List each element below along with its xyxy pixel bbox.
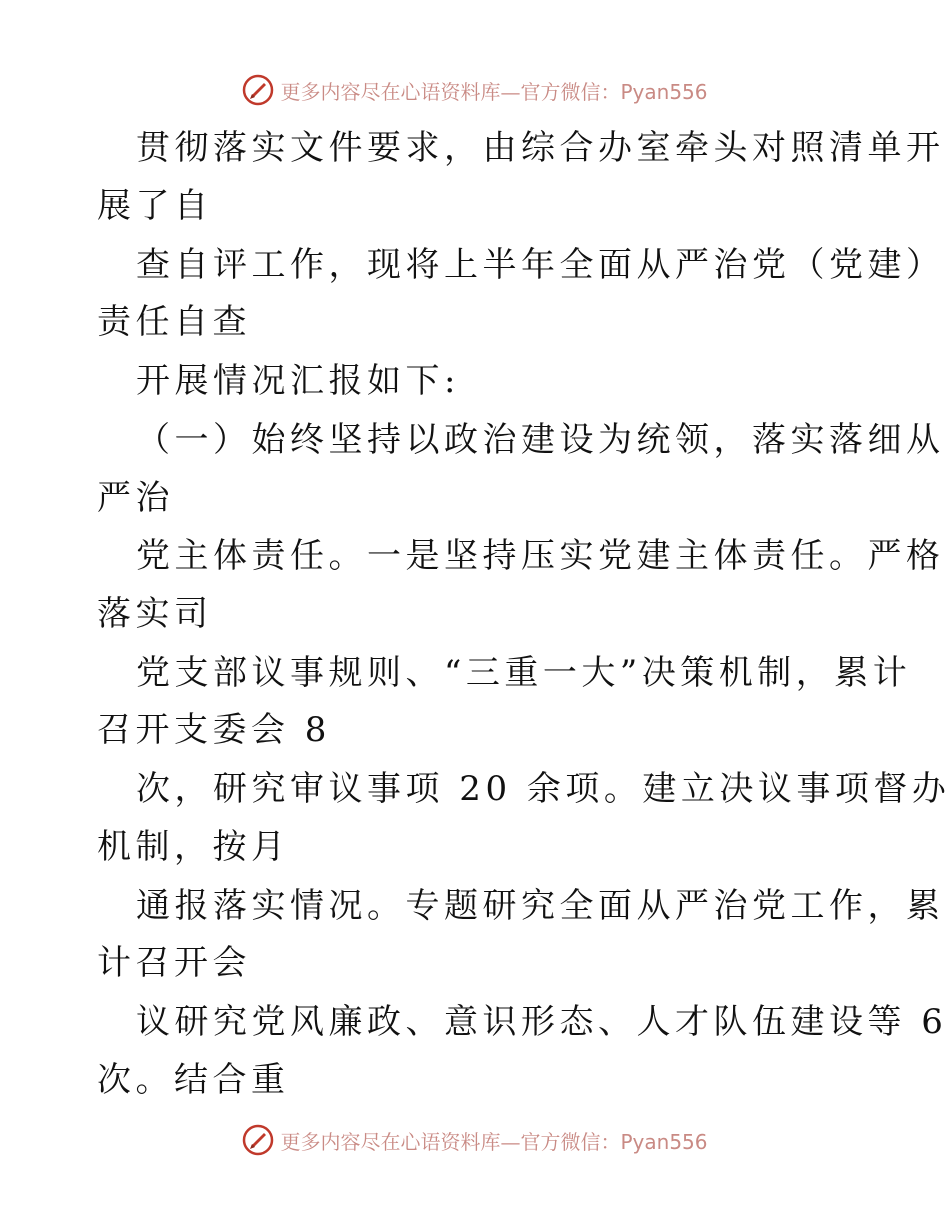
text-line: 责任自查: [97, 302, 251, 342]
text-line: 查自评工作，现将上半年全面从严治党（党建）: [136, 245, 945, 285]
watermark-top: [0, 70, 950, 110]
text-line: 展了自: [97, 186, 213, 226]
text-line: 机制，按月: [97, 827, 290, 867]
watermark-bottom: [0, 1120, 950, 1160]
watermark-text: 更多内容尽在心语资料库—官方微信：Pyan556: [280, 1129, 708, 1154]
text-line: 议研究党风廉政、意识形态、人才队伍建设等 6: [136, 1002, 948, 1042]
text-line: 计召开会: [97, 943, 251, 983]
text-line: （一）始终坚持以政治建设为统领，落实落细从: [136, 420, 945, 460]
brand-logo-icon: [242, 74, 274, 106]
text-line: 次。结合重: [97, 1060, 290, 1100]
text-line: 通报落实情况。专题研究全面从严治党工作，累: [136, 886, 945, 926]
text-line: 党支部议事规则、“三重一大”决策机制，累计: [136, 653, 912, 693]
text-line: 严治: [97, 478, 174, 518]
text-line: 贯彻落实文件要求，由综合办室牵头对照清单开: [136, 128, 945, 168]
text-line: 次，研究审议事项 20 余项。建立决议事项督办: [136, 769, 950, 809]
text-line: 召开支委会 8: [97, 710, 331, 750]
text-line: 落实司: [97, 594, 213, 634]
text-line: 党主体责任。一是坚持压实党建主体责任。严格: [136, 536, 945, 576]
text-line: 开展情况汇报如下:: [136, 361, 460, 401]
brand-logo-icon: [242, 1124, 274, 1156]
watermark-text: 更多内容尽在心语资料库—官方微信：Pyan556: [280, 79, 708, 104]
